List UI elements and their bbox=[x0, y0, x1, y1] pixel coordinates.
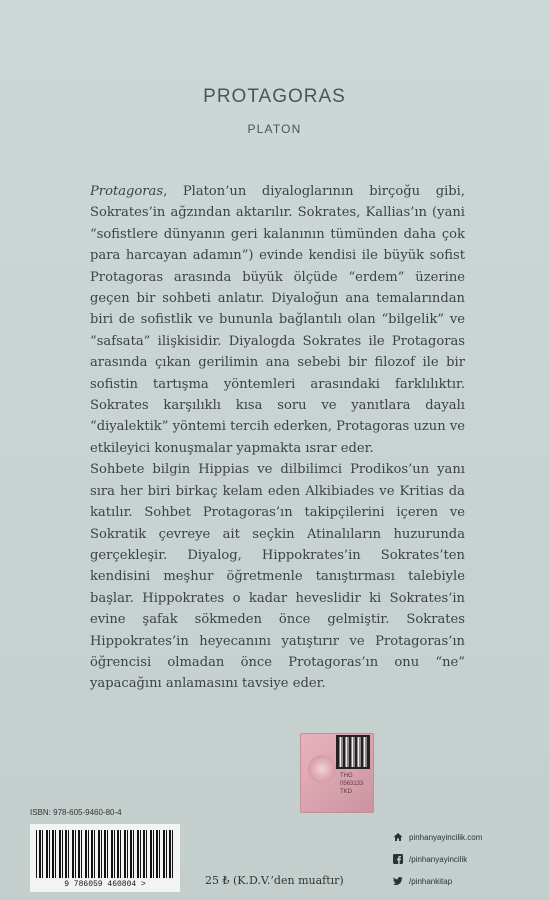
sticker-line-3: TKD bbox=[340, 789, 352, 795]
facebook-text: /pinhanyayincilik bbox=[409, 854, 468, 864]
hologram-sticker bbox=[300, 733, 374, 813]
book-author: PLATON bbox=[247, 122, 302, 136]
price: 25 ₺ (K.D.V.’den muaftır) bbox=[205, 874, 344, 887]
isbn-label: ISBN: 978-605-9460-80-4 bbox=[30, 808, 122, 817]
book-title: PROTAGORAS bbox=[203, 86, 346, 107]
qr-code-icon bbox=[338, 737, 368, 767]
twitter-link[interactable] bbox=[393, 870, 482, 892]
facebook-icon bbox=[393, 854, 403, 864]
barcode-number: 9 786059 460804 > bbox=[64, 880, 146, 889]
website-link[interactable] bbox=[393, 826, 482, 848]
social-links bbox=[393, 826, 482, 892]
paragraph-1-text: , Platon’un diyaloglarının birçoğu gibi, Sokrates’in ağzından aktarılır. Sokrates, Kallias’ın (yani “sofistlere dünyanın geri kalanının tümünden daha çok para harcayan adamın”) evinde kendisi ile büyük sofist Protagoras arasında büyük ölçüde “erdem” üzerine geçen bir sohbeti anlatır. Diyaloğun ana temalarından biri de sofistlik ve bununla bağlantılı olan “bilgelik” ve “safsata” ilişkisidir. Diyalogda Sokrates ile Protagoras arasında çıkan gerilimin ana sebebi bir filozof ile bir sofistin tartışma yöntemleri arasındaki farklılıktır. Sokrates karşılıklı kısa soru ve yanıtlara dayalı “diyalektik” yöntemi tercih ederken, Protagoras uzun ve etkileyici konuşmalar yapmakta ısrar eder. bbox=[90, 184, 465, 456]
description-paragraph-2: Sohbete bilgin Hippias ve dilbilimci Prodikos’un yanı sıra her biri birkaç kelam eden Alkibiades ve Kritias da katılır. Sohbet Protagoras’ın takipçilerini içeren ve Sokratik çevreye ait seçkin Atinalıların huzurunda gerçekleşir. Diyalog, Hippokrates’in Sokrates’ten kendisini meşhur öğretmenle tanıştırması talebiyle başlar. Hippokrates o kadar heveslidir ki Sokrates’in evine şafak sökmeden önce gelmiştir. Sokrates Hippokrates’in heyecanını yatıştırır ve Protagoras’ın öğrencisi olmadan önce Protagoras’ın onu “ne” yapacağını anlamasını tavsiye eder. bbox=[90, 462, 465, 692]
website-text: pinhanyayincilik.com bbox=[409, 832, 483, 842]
description bbox=[90, 181, 465, 695]
hologram-icon bbox=[308, 755, 336, 783]
barcode-bars bbox=[36, 830, 174, 878]
twitter-text: /pinhankitap bbox=[409, 876, 453, 886]
description-paragraph-1 bbox=[90, 181, 465, 459]
facebook-link[interactable] bbox=[393, 848, 482, 870]
home-icon bbox=[393, 832, 403, 842]
sticker-line-2: 0563133 bbox=[340, 781, 364, 787]
twitter-icon bbox=[393, 876, 403, 886]
title-italic: Protagoras bbox=[90, 184, 164, 199]
sticker-line-1: THG bbox=[340, 773, 353, 779]
barcode bbox=[30, 824, 180, 892]
